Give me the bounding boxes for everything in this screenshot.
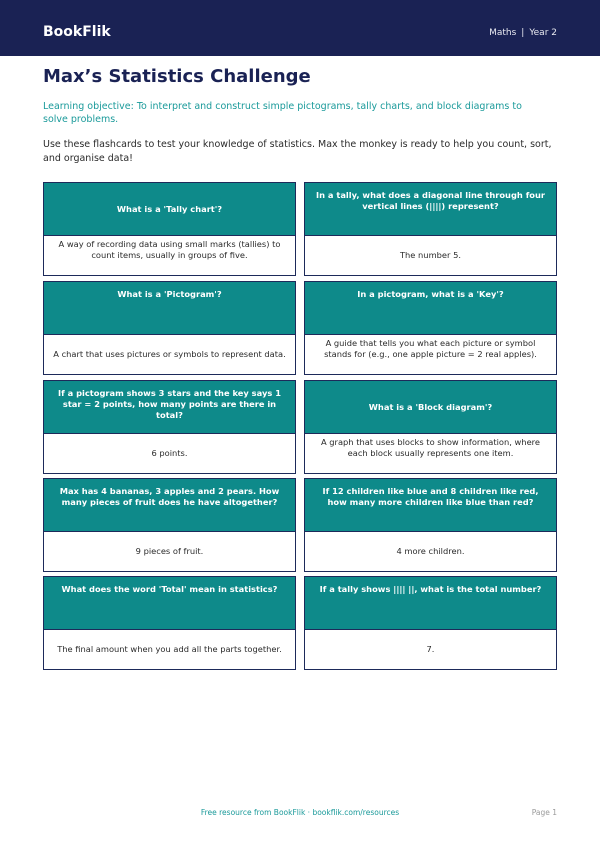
flashcard[interactable] [43,380,296,474]
flashcard-answer: 4 more children. [305,531,556,571]
meta-separator: | [521,28,525,38]
flashcard[interactable] [304,182,557,276]
flashcard-question: What is a 'Block diagram'? [305,381,556,433]
flashcard-answer: 7. [305,629,556,669]
flashcard-answer: 6 points. [44,433,295,473]
flashcard-answer: A way of recording data using small marks (tallies) to count items, usually in groups of five. [44,235,295,275]
learning-objective: Learning objective: To interpret and construct simple pictograms, tally charts, and block diagrams to solve problems. [43,101,522,125]
subject-label: Maths [489,28,517,38]
flashcard[interactable] [43,182,296,276]
flashcard-answer: A graph that uses blocks to show information, where each block usually represents one item. [305,433,556,473]
intro-text: Use these flashcards to test your knowledge of statistics. Max the monkey is ready to help you count, sort, and organise data! [43,139,552,164]
flashcard[interactable] [43,478,296,572]
flashcard-question: In a pictogram, what is a 'Key'? [305,282,556,334]
flashcard-question: What is a 'Tally chart'? [44,183,295,235]
flashcard-question: What does the word 'Total' mean in statistics? [44,577,295,629]
flashcard[interactable] [304,576,557,670]
brand-logo[interactable]: BookFlik [43,24,111,40]
flashcard-question: What is a 'Pictogram'? [44,282,295,334]
flashcard-answer: 9 pieces of fruit. [44,531,295,571]
flashcard-answer: A chart that uses pictures or symbols to represent data. [44,334,295,374]
flashcard-answer: The number 5. [305,235,556,275]
top-banner [0,0,600,56]
header-meta [489,27,557,39]
flashcard-question: Max has 4 bananas, 3 apples and 2 pears. How many pieces of fruit does he have altogether? [44,479,295,531]
flashcard[interactable] [304,380,557,474]
page-title: Max’s Statistics Challenge [43,66,311,87]
footer-credit[interactable]: Free resource from BookFlik · bookflik.com/resources [200,808,400,817]
flashcard[interactable] [43,576,296,670]
flashcard[interactable] [304,281,557,375]
flashcard[interactable] [304,478,557,572]
flashcard-question: In a tally, what does a diagonal line through four vertical lines (||||) represent? [305,183,556,235]
flashcard-answer: The final amount when you add all the parts together. [44,629,295,669]
page-number: Page 1 [531,808,557,817]
flashcard-answer: A guide that tells you what each picture or symbol stands for (e.g., one apple picture = 2 real apples). [305,334,556,374]
flashcard-question: If 12 children like blue and 8 children like red, how many more children like blue than red? [305,479,556,531]
flashcard-question: If a pictogram shows 3 stars and the key says 1 star = 2 points, how many points are there in total? [44,381,295,433]
year-label: Year 2 [529,28,557,38]
flashcard-question: If a tally shows |||| ||, what is the total number? [305,577,556,629]
flashcard[interactable] [43,281,296,375]
